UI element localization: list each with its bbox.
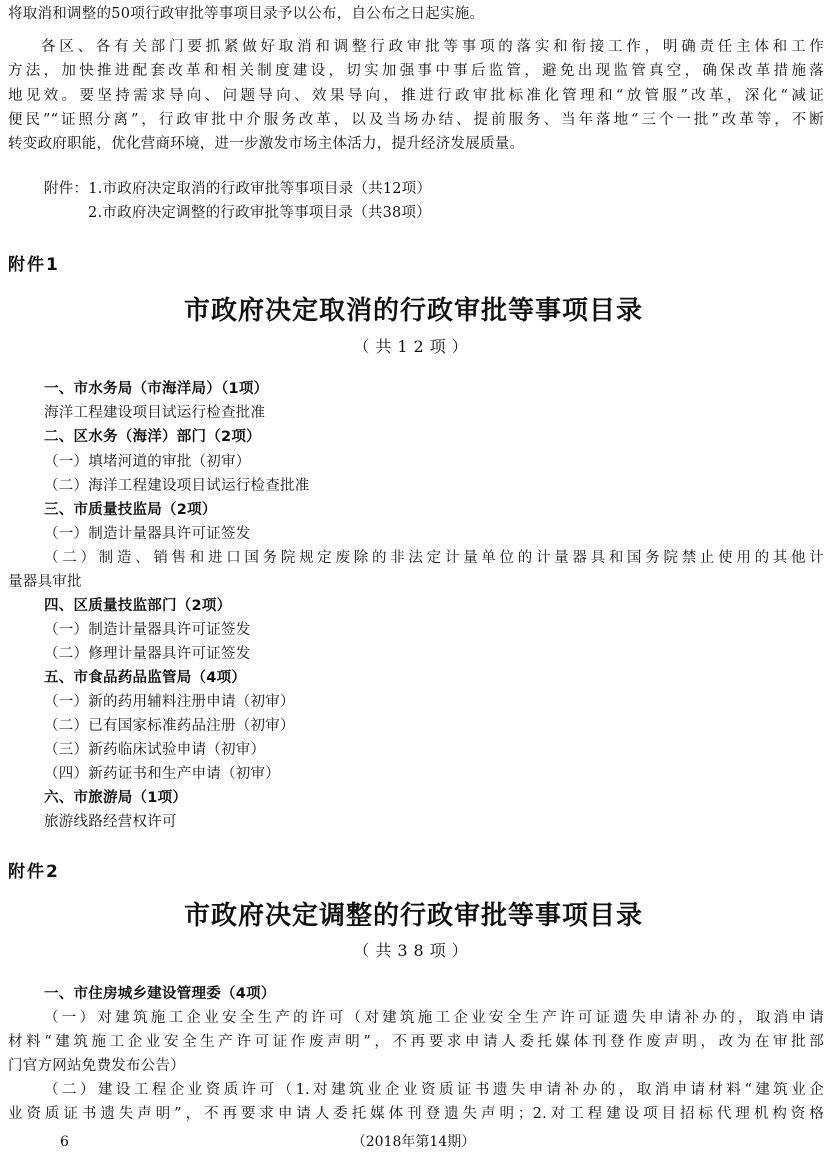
list-item: 业资质证书遗失声明”，不再要求申请人委托媒体刊登遗失声明；2.对工程建设项目招标代理机构资格 xyxy=(8,1106,824,1122)
list-item: （二）海洋工程建设项目试运行检查批准 xyxy=(44,478,310,494)
intro-paragraph-line: 地见效。要坚持需求导向、问题导向、效果导向，推进行政审批标准化管理和“放管服”改革，深化“减证 xyxy=(8,88,824,104)
section-heading: 五、市食品药品监管局（4项） xyxy=(44,670,247,686)
attachment-title: 市政府决定调整的行政审批等事项目录 xyxy=(183,901,643,931)
list-item: 海洋工程建设项目试运行检查批准 xyxy=(44,405,266,421)
attachment-heading: 附件1 xyxy=(8,255,60,275)
attachment-heading: 附件2 xyxy=(8,862,60,882)
list-item: （一）制造计量器具许可证签发 xyxy=(44,622,251,638)
list-item: （一）制造计量器具许可证签发 xyxy=(44,526,251,542)
intro-line: 将取消和调整的50项行政审批等事项目录予以公布，自公布之日起实施。 xyxy=(8,6,485,22)
intro-paragraph-line: 方法，加快推进配套改革和相关制度建设，切实加强事中事后监管，避免出现监管真空，确保改革措施落 xyxy=(8,63,824,79)
section-heading: 一、市水务局（市海洋局）（1项） xyxy=(44,381,269,397)
attachment-title: 市政府决定取消的行政审批等事项目录 xyxy=(183,296,643,326)
section-heading: 二、区水务（海洋）部门（2项） xyxy=(44,429,261,445)
list-item: （二）制造、销售和进口国务院规定废除的非法定计量单位的计量器具和国务院禁止使用的其他计 xyxy=(44,550,824,566)
intro-paragraph-line: 各区、各有关部门要抓紧做好取消和调整行政审批等事项的落实和衔接工作，明确责任主体和工作 xyxy=(41,39,824,55)
intro-paragraph-line: 转变政府职能，优化营商环境，进一步激发市场主体活力，提升经济发展质量。 xyxy=(8,136,525,152)
issue-label: （2018年第14期） xyxy=(351,1134,476,1150)
section-heading: 一、市住房城乡建设管理委（4项） xyxy=(44,986,276,1002)
list-item: （一）对建筑施工企业安全生产的许可（对建筑施工企业安全生产许可证遗失申请补办的，取消申请 xyxy=(44,1010,824,1026)
list-item: （一）填堵河道的审批（初审） xyxy=(44,454,251,470)
list-item: （一）新的药用辅料注册申请（初审） xyxy=(44,694,295,710)
attachment-list-item: 附件：1.市政府决定取消的行政审批等事项目录（共12项） xyxy=(44,181,432,197)
list-item: 旅游线路经营权许可 xyxy=(44,814,177,830)
attachment-subtitle: （共12项） xyxy=(353,337,474,356)
section-heading: 四、区质量技监部门（2项） xyxy=(44,598,232,614)
list-item: 门官方网站免费发布公告） xyxy=(8,1058,185,1074)
list-item: （二）修理计量器具许可证签发 xyxy=(44,646,251,662)
list-item: （四）新药证书和生产申请（初审） xyxy=(44,766,280,782)
list-item: 量器具审批 xyxy=(8,574,82,590)
attachment-subtitle: （共38项） xyxy=(353,941,474,960)
list-item: （二）建设工程企业资质许可（1.对建筑业企业资质证书遗失申请补办的，取消申请材料“建筑业企 xyxy=(44,1082,824,1098)
attachment-list-item: 2.市政府决定调整的行政审批等事项目录（共38项） xyxy=(88,205,432,221)
list-item: 材料“建筑施工企业安全生产许可证作废声明”，不再要求申请人委托媒体刊登作废声明，改为在审批部 xyxy=(8,1034,824,1050)
section-heading: 六、市旅游局（1项） xyxy=(44,790,188,806)
section-heading: 三、市质量技监局（2项） xyxy=(44,502,217,518)
intro-paragraph-line: 便民”“证照分离”，行政审批中介服务改革，以及当场办结、提前服务、当年落地“三个一批”改革等，不断 xyxy=(8,112,824,128)
list-item: （三）新药临床试验申请（初审） xyxy=(44,742,266,758)
list-item: （二）已有国家标准药品注册（初审） xyxy=(44,718,295,734)
page-number: 6 xyxy=(60,1134,69,1150)
